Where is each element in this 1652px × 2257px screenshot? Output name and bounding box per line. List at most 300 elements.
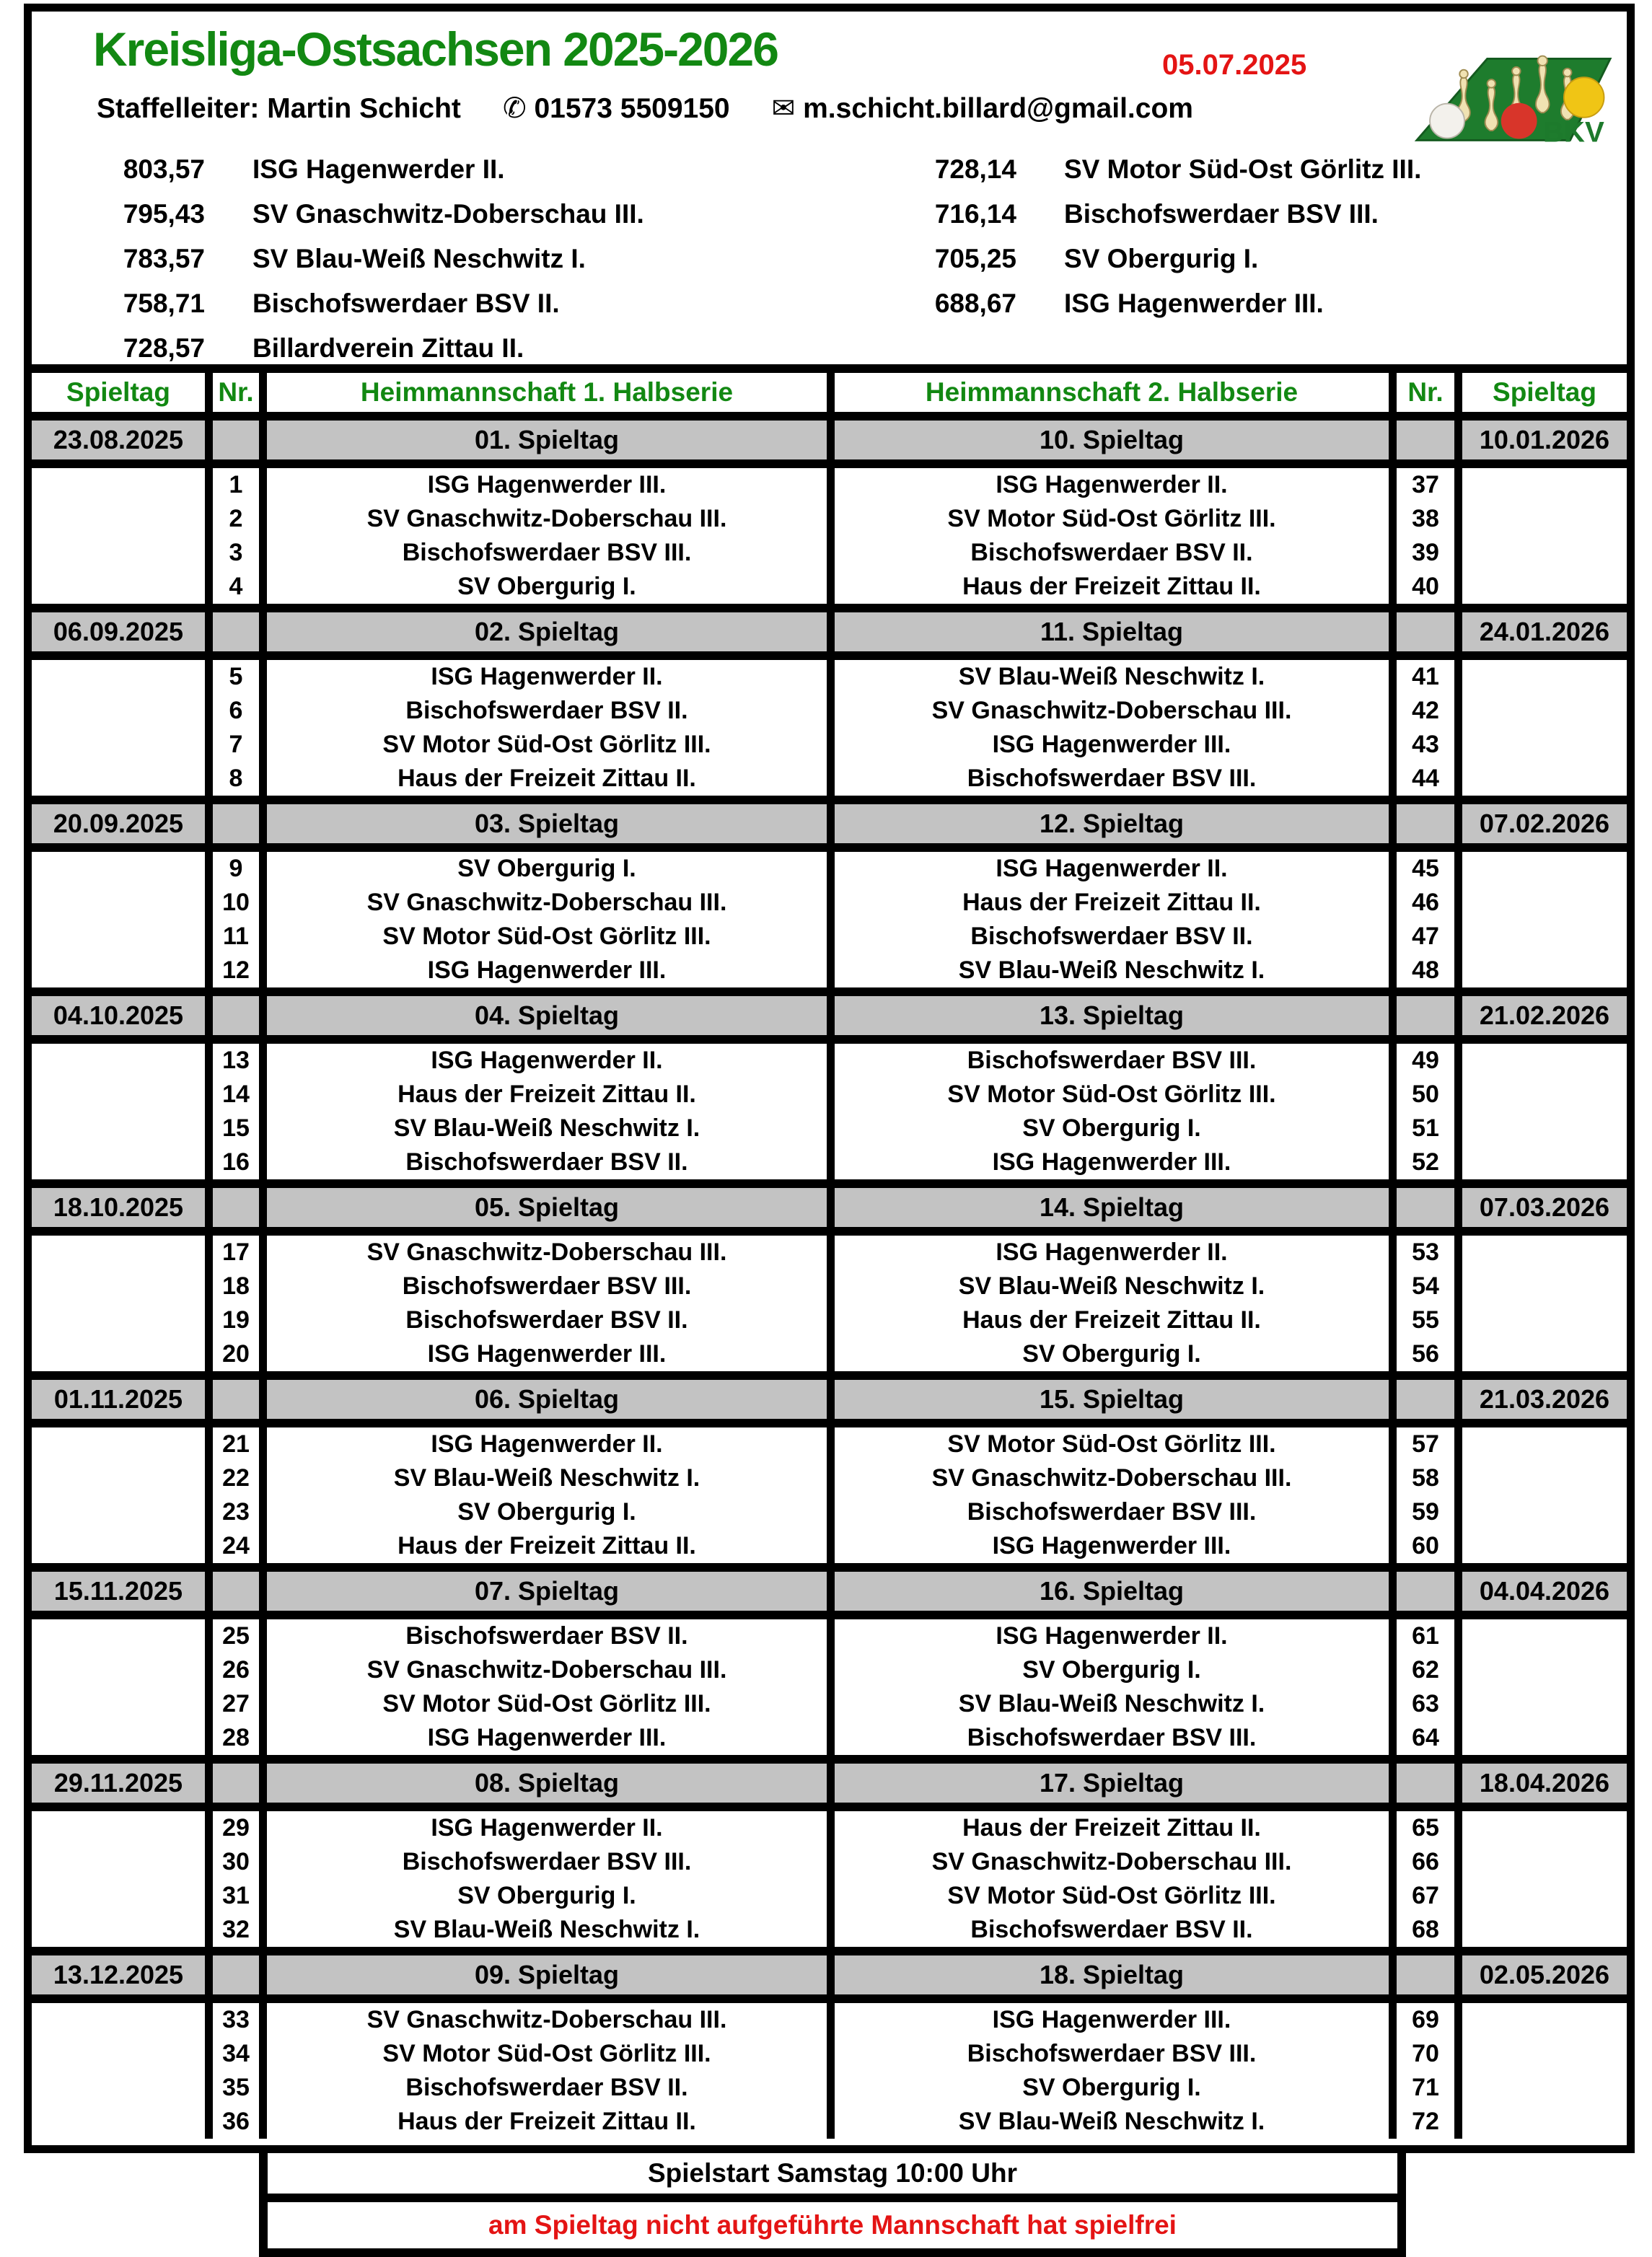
match-nr-left: 20 bbox=[222, 1340, 250, 1368]
match-home-second-stack bbox=[835, 1619, 1389, 1755]
match-date-cell-left bbox=[32, 852, 205, 987]
match-home-second: Bischofswerdaer BSV III. bbox=[967, 1498, 1257, 1526]
match-home-first: SV Motor Süd-Ost Görlitz III. bbox=[382, 731, 711, 758]
match-nr-left: 9 bbox=[229, 855, 243, 882]
match-date-cell-right bbox=[1462, 1236, 1627, 1371]
match-home-second: ISG Hagenwerder II. bbox=[996, 471, 1228, 498]
match-nr-right: 63 bbox=[1412, 1690, 1439, 1717]
match-home-second: Bischofswerdaer BSV III. bbox=[967, 2040, 1257, 2067]
block-nr-spacer-left bbox=[213, 421, 259, 459]
match-nr-left-stack bbox=[213, 1236, 259, 1371]
bkv-logo bbox=[1409, 16, 1618, 147]
block-label-first-half: 06. Spieltag bbox=[267, 1380, 827, 1419]
standing-row bbox=[894, 281, 1421, 326]
email-icon: ✉ bbox=[771, 93, 796, 124]
match-nr-left: 17 bbox=[222, 1239, 250, 1266]
block-date-left: 20.09.2025 bbox=[32, 804, 205, 843]
match-home-first: SV Gnaschwitz-Doberschau III. bbox=[366, 889, 727, 916]
standing-score: 688,67 bbox=[934, 289, 1016, 318]
block-nr-spacer-left bbox=[213, 804, 259, 843]
match-nr-right-stack bbox=[1397, 1427, 1454, 1563]
page-title: Kreisliga-Ostsachsen 2025-2026 bbox=[93, 22, 778, 76]
match-home-second: SV Blau-Weiß Neschwitz I. bbox=[958, 663, 1265, 690]
revision-date: 05.07.2025 bbox=[1162, 49, 1307, 81]
match-home-first-stack bbox=[267, 660, 827, 796]
block-nr-spacer-right bbox=[1397, 1188, 1454, 1227]
match-nr-left-stack bbox=[213, 1044, 259, 1179]
col-header-spieltag-right: Spieltag bbox=[1462, 373, 1627, 412]
match-home-second: SV Obergurig I. bbox=[1022, 1114, 1201, 1142]
match-nr-left: 19 bbox=[222, 1306, 250, 1334]
match-home-second: Bischofswerdaer BSV II. bbox=[970, 539, 1253, 566]
block-date-left: 01.11.2025 bbox=[32, 1380, 205, 1419]
match-nr-right: 70 bbox=[1412, 2040, 1439, 2067]
match-nr-left: 21 bbox=[222, 1430, 250, 1458]
match-nr-left-stack bbox=[213, 1811, 259, 1947]
block-label-second-half: 12. Spieltag bbox=[835, 804, 1389, 843]
block-date-right: 07.03.2026 bbox=[1462, 1188, 1627, 1227]
match-home-first: ISG Hagenwerder III. bbox=[427, 471, 667, 498]
match-nr-right: 37 bbox=[1412, 471, 1439, 498]
match-nr-right: 61 bbox=[1412, 1622, 1439, 1650]
col-header-nr-right: Nr. bbox=[1397, 373, 1454, 412]
match-nr-right: 52 bbox=[1412, 1148, 1439, 1176]
match-nr-right: 49 bbox=[1412, 1047, 1439, 1074]
block-date-right: 21.02.2026 bbox=[1462, 996, 1627, 1035]
match-home-first: ISG Hagenwerder II. bbox=[431, 1430, 663, 1458]
match-home-second: SV Obergurig I. bbox=[1022, 2074, 1201, 2101]
match-date-cell-right bbox=[1462, 852, 1627, 987]
match-nr-right: 72 bbox=[1412, 2108, 1439, 2135]
match-home-second: SV Motor Süd-Ost Görlitz III. bbox=[947, 505, 1276, 532]
block-nr-spacer-right bbox=[1397, 612, 1454, 651]
block-date-left: 04.10.2025 bbox=[32, 996, 205, 1035]
block-nr-spacer-left bbox=[213, 1955, 259, 1994]
match-home-second: SV Motor Süd-Ost Görlitz III. bbox=[947, 1081, 1276, 1108]
match-home-second: ISG Hagenwerder III. bbox=[992, 1532, 1231, 1559]
standing-team: SV Gnaschwitz-Doberschau III. bbox=[252, 199, 644, 229]
match-home-first-stack bbox=[267, 1427, 827, 1563]
match-home-second: SV Gnaschwitz-Doberschau III. bbox=[931, 1848, 1292, 1875]
match-nr-right-stack bbox=[1397, 852, 1454, 987]
block-label-first-half: 09. Spieltag bbox=[267, 1955, 827, 1994]
match-nr-left: 14 bbox=[222, 1081, 250, 1108]
match-nr-right-stack bbox=[1397, 660, 1454, 796]
manager-label: Staffelleiter: Martin Schicht bbox=[97, 93, 461, 124]
match-nr-left-stack bbox=[213, 1427, 259, 1563]
standing-score: 716,14 bbox=[934, 199, 1016, 229]
svg-text:BKV: BKV bbox=[1542, 115, 1604, 147]
standing-row bbox=[82, 147, 644, 192]
block-date-left: 23.08.2025 bbox=[32, 421, 205, 459]
block-nr-spacer-left bbox=[213, 1572, 259, 1611]
match-date-cell-left bbox=[32, 1619, 205, 1755]
match-date-cell-right bbox=[1462, 468, 1627, 604]
standing-row bbox=[894, 237, 1421, 281]
match-home-second: SV Gnaschwitz-Doberschau III. bbox=[931, 697, 1292, 724]
block-date-left: 15.11.2025 bbox=[32, 1572, 205, 1611]
match-nr-right: 59 bbox=[1412, 1498, 1439, 1526]
match-nr-left-stack bbox=[213, 1619, 259, 1755]
match-nr-right: 51 bbox=[1412, 1114, 1439, 1142]
match-home-second-stack bbox=[835, 660, 1389, 796]
match-date-cell-left bbox=[32, 1236, 205, 1371]
match-nr-left: 15 bbox=[222, 1114, 250, 1142]
match-nr-right: 71 bbox=[1412, 2074, 1439, 2101]
match-date-cell-left bbox=[32, 468, 205, 604]
match-home-second-stack bbox=[835, 468, 1389, 604]
match-date-cell-right bbox=[1462, 1619, 1627, 1755]
match-date-cell-right bbox=[1462, 1044, 1627, 1179]
match-home-second-stack bbox=[835, 2003, 1389, 2139]
match-nr-left: 12 bbox=[222, 956, 250, 984]
match-home-first: SV Obergurig I. bbox=[457, 573, 636, 600]
start-time-note: Spielstart Samstag 10:00 Uhr bbox=[268, 2153, 1397, 2194]
col-header-spieltag-left: Spieltag bbox=[32, 373, 205, 412]
block-nr-spacer-right bbox=[1397, 421, 1454, 459]
match-home-first: ISG Hagenwerder III. bbox=[427, 1724, 667, 1751]
block-nr-spacer-right bbox=[1397, 804, 1454, 843]
match-home-second: SV Blau-Weiß Neschwitz I. bbox=[958, 1272, 1265, 1300]
block-date-left: 18.10.2025 bbox=[32, 1188, 205, 1227]
match-home-first: SV Gnaschwitz-Doberschau III. bbox=[366, 505, 727, 532]
match-nr-right: 54 bbox=[1412, 1272, 1439, 1300]
standing-score: 803,57 bbox=[123, 154, 205, 184]
match-home-second: Bischofswerdaer BSV II. bbox=[970, 1916, 1253, 1943]
standing-team: SV Obergurig I. bbox=[1064, 244, 1259, 273]
block-label-second-half: 13. Spieltag bbox=[835, 996, 1389, 1035]
block-nr-spacer-left bbox=[213, 1764, 259, 1803]
match-home-first: Haus der Freizeit Zittau II. bbox=[397, 2108, 696, 2135]
match-nr-right: 65 bbox=[1412, 1814, 1439, 1842]
match-home-first-stack bbox=[267, 852, 827, 987]
block-label-first-half: 01. Spieltag bbox=[267, 421, 827, 459]
match-date-cell-left bbox=[32, 660, 205, 796]
match-home-first: ISG Hagenwerder II. bbox=[431, 663, 663, 690]
block-nr-spacer-left bbox=[213, 996, 259, 1035]
phone-number: 01573 5509150 bbox=[534, 93, 730, 124]
match-home-first: SV Blau-Weiß Neschwitz I. bbox=[393, 1464, 700, 1492]
match-home-second: Haus der Freizeit Zittau II. bbox=[962, 889, 1261, 916]
block-label-first-half: 03. Spieltag bbox=[267, 804, 827, 843]
email-address: m.schicht.billard@gmail.com bbox=[803, 93, 1193, 124]
match-nr-left: 4 bbox=[229, 573, 243, 600]
match-nr-right: 69 bbox=[1412, 2006, 1439, 2033]
block-nr-spacer-right bbox=[1397, 1380, 1454, 1419]
match-nr-left: 24 bbox=[222, 1532, 250, 1559]
match-nr-right: 44 bbox=[1412, 765, 1439, 792]
match-nr-right: 57 bbox=[1412, 1430, 1439, 1458]
block-date-left: 13.12.2025 bbox=[32, 1955, 205, 1994]
match-home-first-stack bbox=[267, 1236, 827, 1371]
match-nr-left: 27 bbox=[222, 1690, 250, 1717]
match-home-first: ISG Hagenwerder III. bbox=[427, 1340, 667, 1368]
col-header-second-half: Heimmannschaft 2. Halbserie bbox=[835, 373, 1389, 412]
match-home-second: ISG Hagenwerder III. bbox=[992, 1148, 1231, 1176]
match-nr-left: 1 bbox=[229, 471, 243, 498]
block-date-left: 06.09.2025 bbox=[32, 612, 205, 651]
match-home-first: Haus der Freizeit Zittau II. bbox=[397, 765, 696, 792]
block-label-first-half: 02. Spieltag bbox=[267, 612, 827, 651]
standing-score: 728,14 bbox=[934, 154, 1016, 184]
standing-row bbox=[82, 281, 644, 326]
match-home-second-stack bbox=[835, 1427, 1389, 1563]
match-home-second-stack bbox=[835, 1811, 1389, 1947]
block-date-right: 02.05.2026 bbox=[1462, 1955, 1627, 1994]
match-home-second: Haus der Freizeit Zittau II. bbox=[962, 573, 1261, 600]
match-nr-left: 33 bbox=[222, 2006, 250, 2033]
match-nr-right: 68 bbox=[1412, 1916, 1439, 1943]
standing-team: ISG Hagenwerder II. bbox=[252, 154, 505, 184]
match-nr-left: 32 bbox=[222, 1916, 250, 1943]
match-home-first: Bischofswerdaer BSV III. bbox=[402, 1272, 692, 1300]
standing-team: Billardverein Zittau II. bbox=[252, 333, 524, 363]
standing-team: SV Blau-Weiß Neschwitz I. bbox=[252, 244, 586, 273]
block-label-first-half: 05. Spieltag bbox=[267, 1188, 827, 1227]
match-nr-left: 18 bbox=[222, 1272, 250, 1300]
bowling-logo-graphic bbox=[1409, 16, 1618, 147]
match-home-second: ISG Hagenwerder II. bbox=[996, 855, 1228, 882]
standing-team: SV Motor Süd-Ost Görlitz III. bbox=[1064, 154, 1422, 184]
match-home-second: ISG Hagenwerder II. bbox=[996, 1622, 1228, 1650]
match-nr-left: 13 bbox=[222, 1047, 250, 1074]
match-home-first-stack bbox=[267, 1811, 827, 1947]
block-date-right: 21.03.2026 bbox=[1462, 1380, 1627, 1419]
match-home-second: SV Blau-Weiß Neschwitz I. bbox=[958, 1690, 1265, 1717]
match-date-cell-left bbox=[32, 1811, 205, 1947]
match-date-cell-right bbox=[1462, 660, 1627, 796]
match-nr-right: 50 bbox=[1412, 1081, 1439, 1108]
standing-team: ISG Hagenwerder III. bbox=[1064, 289, 1324, 318]
match-nr-right: 64 bbox=[1412, 1724, 1439, 1751]
block-label-second-half: 14. Spieltag bbox=[835, 1188, 1389, 1227]
match-nr-left: 34 bbox=[222, 2040, 250, 2067]
match-home-first: SV Blau-Weiß Neschwitz I. bbox=[393, 1916, 700, 1943]
match-nr-right: 60 bbox=[1412, 1532, 1439, 1559]
phone-group bbox=[503, 92, 730, 125]
match-nr-left: 8 bbox=[229, 765, 243, 792]
match-nr-right: 45 bbox=[1412, 855, 1439, 882]
standing-row bbox=[82, 237, 644, 281]
match-nr-right: 53 bbox=[1412, 1239, 1439, 1266]
match-nr-left: 35 bbox=[222, 2074, 250, 2101]
standing-row bbox=[82, 192, 644, 237]
standing-score: 758,71 bbox=[123, 289, 205, 318]
match-home-second: SV Motor Süd-Ost Görlitz III. bbox=[947, 1882, 1276, 1909]
block-label-second-half: 16. Spieltag bbox=[835, 1572, 1389, 1611]
match-home-second: Bischofswerdaer BSV III. bbox=[967, 1724, 1257, 1751]
bye-note: am Spieltag nicht aufgeführte Mannschaft hat spielfrei bbox=[268, 2202, 1397, 2248]
match-nr-right-stack bbox=[1397, 468, 1454, 604]
match-nr-left-stack bbox=[213, 660, 259, 796]
match-date-cell-right bbox=[1462, 1427, 1627, 1563]
block-nr-spacer-right bbox=[1397, 1764, 1454, 1803]
standing-team: Bischofswerdaer BSV III. bbox=[1064, 199, 1379, 229]
match-home-second: SV Blau-Weiß Neschwitz I. bbox=[958, 2108, 1265, 2135]
email-group bbox=[772, 92, 1193, 125]
block-label-first-half: 07. Spieltag bbox=[267, 1572, 827, 1611]
match-nr-right: 55 bbox=[1412, 1306, 1439, 1334]
block-label-second-half: 15. Spieltag bbox=[835, 1380, 1389, 1419]
match-home-second: SV Obergurig I. bbox=[1022, 1340, 1201, 1368]
match-nr-left: 22 bbox=[222, 1464, 250, 1492]
match-home-second: SV Gnaschwitz-Doberschau III. bbox=[931, 1464, 1292, 1492]
standing-row bbox=[894, 147, 1421, 192]
match-nr-left: 23 bbox=[222, 1498, 250, 1526]
match-nr-right-stack bbox=[1397, 1236, 1454, 1371]
match-home-first: SV Motor Süd-Ost Görlitz III. bbox=[382, 923, 711, 950]
match-home-first: Bischofswerdaer BSV II. bbox=[405, 2074, 688, 2101]
match-nr-right-stack bbox=[1397, 1811, 1454, 1947]
match-nr-left-stack bbox=[213, 2003, 259, 2139]
match-home-second: Haus der Freizeit Zittau II. bbox=[962, 1306, 1261, 1334]
block-label-first-half: 04. Spieltag bbox=[267, 996, 827, 1035]
match-home-first: SV Obergurig I. bbox=[457, 1498, 636, 1526]
col-header-nr-left: Nr. bbox=[213, 373, 259, 412]
match-home-second: Bischofswerdaer BSV III. bbox=[967, 1047, 1257, 1074]
block-label-second-half: 18. Spieltag bbox=[835, 1955, 1389, 1994]
footer-notes bbox=[259, 2153, 1406, 2257]
match-nr-right: 39 bbox=[1412, 539, 1439, 566]
block-nr-spacer-right bbox=[1397, 996, 1454, 1035]
block-nr-spacer-left bbox=[213, 1380, 259, 1419]
match-home-first: Bischofswerdaer BSV II. bbox=[405, 1622, 688, 1650]
match-date-cell-left bbox=[32, 1427, 205, 1563]
match-nr-right-stack bbox=[1397, 1619, 1454, 1755]
match-nr-right: 56 bbox=[1412, 1340, 1439, 1368]
block-label-second-half: 17. Spieltag bbox=[835, 1764, 1389, 1803]
match-nr-left: 31 bbox=[222, 1882, 250, 1909]
match-nr-right: 40 bbox=[1412, 573, 1439, 600]
standing-score: 728,57 bbox=[123, 333, 205, 363]
match-home-second: SV Motor Süd-Ost Görlitz III. bbox=[947, 1430, 1276, 1458]
match-nr-left: 5 bbox=[229, 663, 243, 690]
match-nr-left-stack bbox=[213, 852, 259, 987]
match-nr-left: 10 bbox=[222, 889, 250, 916]
match-nr-left: 16 bbox=[222, 1148, 250, 1176]
standing-score: 783,57 bbox=[123, 244, 205, 273]
match-home-first-stack bbox=[267, 1044, 827, 1179]
match-nr-left: 28 bbox=[222, 1724, 250, 1751]
block-date-right: 18.04.2026 bbox=[1462, 1764, 1627, 1803]
match-home-first-stack bbox=[267, 2003, 827, 2139]
standings-left bbox=[82, 147, 644, 371]
block-label-first-half: 08. Spieltag bbox=[267, 1764, 827, 1803]
match-home-second: Haus der Freizeit Zittau II. bbox=[962, 1814, 1261, 1842]
match-home-first: ISG Hagenwerder II. bbox=[431, 1814, 663, 1842]
block-date-left: 29.11.2025 bbox=[32, 1764, 205, 1803]
match-home-second-stack bbox=[835, 852, 1389, 987]
block-nr-spacer-left bbox=[213, 1188, 259, 1227]
block-date-right: 04.04.2026 bbox=[1462, 1572, 1627, 1611]
manager-line bbox=[97, 92, 1193, 125]
match-date-cell-left bbox=[32, 2003, 205, 2139]
match-home-first: SV Gnaschwitz-Doberschau III. bbox=[366, 1239, 727, 1266]
match-home-first: Haus der Freizeit Zittau II. bbox=[397, 1081, 696, 1108]
match-home-second: SV Blau-Weiß Neschwitz I. bbox=[958, 956, 1265, 984]
schedule-grid bbox=[32, 364, 1627, 2139]
block-nr-spacer-left bbox=[213, 612, 259, 651]
phone-icon: ✆ bbox=[502, 93, 527, 124]
match-nr-right: 46 bbox=[1412, 889, 1439, 916]
block-date-right: 10.01.2026 bbox=[1462, 421, 1627, 459]
match-home-first: SV Blau-Weiß Neschwitz I. bbox=[393, 1114, 700, 1142]
match-home-first: SV Gnaschwitz-Doberschau III. bbox=[366, 2006, 727, 2033]
match-home-second-stack bbox=[835, 1236, 1389, 1371]
block-nr-spacer-right bbox=[1397, 1572, 1454, 1611]
page-frame bbox=[24, 4, 1635, 2153]
match-home-first: Bischofswerdaer BSV III. bbox=[402, 1848, 692, 1875]
match-home-first: SV Obergurig I. bbox=[457, 855, 636, 882]
match-home-first: Bischofswerdaer BSV II. bbox=[405, 1306, 688, 1334]
match-home-first: Bischofswerdaer BSV II. bbox=[405, 1148, 688, 1176]
standing-row bbox=[894, 192, 1421, 237]
standing-score: 705,25 bbox=[934, 244, 1016, 273]
match-home-first: ISG Hagenwerder III. bbox=[427, 956, 667, 984]
match-home-second-stack bbox=[835, 1044, 1389, 1179]
match-nr-right: 41 bbox=[1412, 663, 1439, 690]
match-nr-left: 25 bbox=[222, 1622, 250, 1650]
match-home-first: SV Motor Süd-Ost Görlitz III. bbox=[382, 1690, 711, 1717]
match-nr-left: 3 bbox=[229, 539, 243, 566]
match-nr-right: 48 bbox=[1412, 956, 1439, 984]
match-nr-left: 6 bbox=[229, 697, 243, 724]
col-header-first-half: Heimmannschaft 1. Halbserie bbox=[267, 373, 827, 412]
match-nr-right-stack bbox=[1397, 2003, 1454, 2139]
match-home-second: ISG Hagenwerder III. bbox=[992, 2006, 1231, 2033]
match-nr-right: 47 bbox=[1412, 923, 1439, 950]
match-home-first-stack bbox=[267, 1619, 827, 1755]
match-nr-left: 2 bbox=[229, 505, 243, 532]
match-home-second: Bischofswerdaer BSV II. bbox=[970, 923, 1253, 950]
block-nr-spacer-right bbox=[1397, 1955, 1454, 1994]
block-date-right: 07.02.2026 bbox=[1462, 804, 1627, 843]
match-nr-right: 62 bbox=[1412, 1656, 1439, 1684]
match-home-first: Bischofswerdaer BSV II. bbox=[405, 697, 688, 724]
block-date-right: 24.01.2026 bbox=[1462, 612, 1627, 651]
match-nr-right: 38 bbox=[1412, 505, 1439, 532]
match-home-first: SV Gnaschwitz-Doberschau III. bbox=[366, 1656, 727, 1684]
match-home-first: Bischofswerdaer BSV III. bbox=[402, 539, 692, 566]
match-home-first: ISG Hagenwerder II. bbox=[431, 1047, 663, 1074]
match-nr-right: 58 bbox=[1412, 1464, 1439, 1492]
match-home-second: ISG Hagenwerder III. bbox=[992, 731, 1231, 758]
match-home-first: SV Obergurig I. bbox=[457, 1882, 636, 1909]
match-home-second: SV Obergurig I. bbox=[1022, 1656, 1201, 1684]
match-date-cell-right bbox=[1462, 1811, 1627, 1947]
block-label-second-half: 10. Spieltag bbox=[835, 421, 1389, 459]
block-label-second-half: 11. Spieltag bbox=[835, 612, 1389, 651]
match-nr-left-stack bbox=[213, 468, 259, 604]
standing-score: 795,43 bbox=[123, 199, 205, 229]
match-nr-right: 42 bbox=[1412, 697, 1439, 724]
match-nr-right: 66 bbox=[1412, 1848, 1439, 1875]
standings-right bbox=[894, 147, 1421, 326]
match-nr-left: 29 bbox=[222, 1814, 250, 1842]
match-date-cell-right bbox=[1462, 2003, 1627, 2139]
standing-team: Bischofswerdaer BSV II. bbox=[252, 289, 560, 318]
match-home-second: ISG Hagenwerder II. bbox=[996, 1239, 1228, 1266]
match-nr-left: 7 bbox=[229, 731, 243, 758]
match-nr-right-stack bbox=[1397, 1044, 1454, 1179]
match-home-first: Haus der Freizeit Zittau II. bbox=[397, 1532, 696, 1559]
match-home-second: Bischofswerdaer BSV III. bbox=[967, 765, 1257, 792]
match-home-first-stack bbox=[267, 468, 827, 604]
match-nr-left: 36 bbox=[222, 2108, 250, 2135]
match-nr-left: 26 bbox=[222, 1656, 250, 1684]
match-date-cell-left bbox=[32, 1044, 205, 1179]
match-nr-right: 43 bbox=[1412, 731, 1439, 758]
